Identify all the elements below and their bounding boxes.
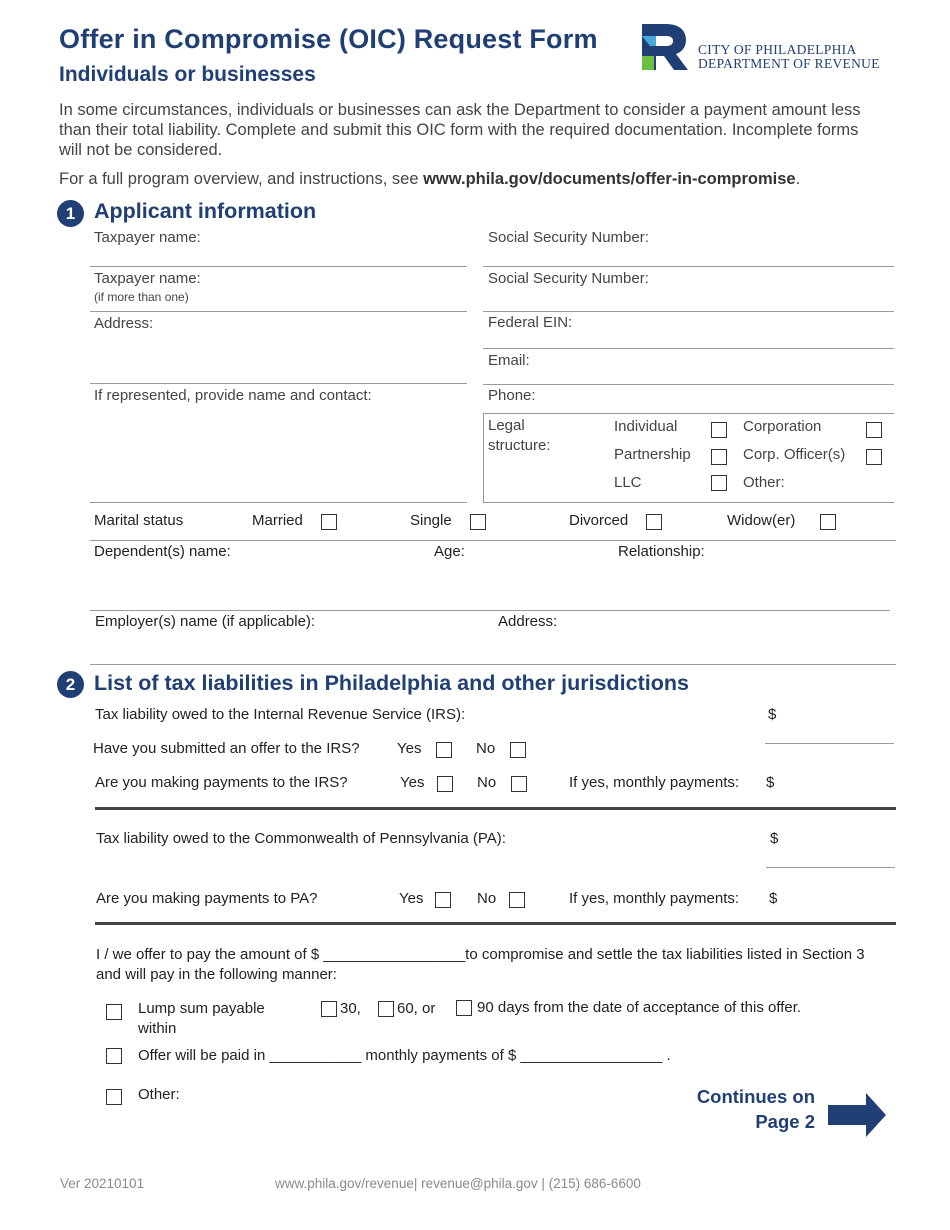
divider: [766, 867, 895, 868]
irs-payments-yes-label: Yes: [400, 774, 425, 791]
section-2-number: 2: [57, 671, 84, 698]
irs-offer-yes-label: Yes: [397, 740, 422, 757]
marital-divorced-label: Divorced: [569, 512, 629, 529]
phone-label: Phone:: [488, 387, 536, 404]
taxpayer-name-2-note: (if more than one): [94, 290, 189, 304]
pa-liability-label: Tax liability owed to the Commonwealth of Pennsylvania (PA):: [96, 830, 506, 847]
address-field[interactable]: [165, 315, 465, 380]
lump-sum-label-1: Lump sum payable: [138, 1000, 265, 1017]
legal-other-field[interactable]: [795, 474, 891, 496]
intro-paragraph: In some circumstances, individuals or businesses can ask the Department to consider a payment amount less than their total liability. Complete and submit this OIC form with the required documentation. Incomplete forms will not be considered.: [59, 101, 861, 159]
logo-line-2: DEPARTMENT OF REVENUE: [698, 56, 880, 71]
federal-ein-label: Federal EIN:: [488, 314, 573, 331]
overview-link[interactable]: www.phila.gov/documents/offer-in-compromise: [423, 170, 796, 188]
version-label: Ver 20210101: [60, 1176, 145, 1191]
lump-sum-30-days-checkbox[interactable]: [321, 1001, 337, 1017]
overview-prefix: For a full program overview, and instructions, see: [59, 170, 424, 188]
employer-name-label: Employer(s) name (if applicable):: [95, 613, 316, 630]
irs-liability-field[interactable]: [780, 704, 892, 740]
divider: [483, 413, 484, 502]
pa-payments-yes-checkbox[interactable]: [435, 892, 451, 908]
representative-field[interactable]: [94, 408, 464, 500]
page-title: Offer in Compromise (OIC) Request Form: [59, 24, 598, 54]
dependents-name-label: Dependent(s) name:: [94, 543, 231, 560]
marital-single-label: Single: [410, 512, 452, 529]
address-label: Address:: [94, 315, 154, 332]
federal-ein-field[interactable]: [580, 314, 891, 346]
lump-sum-checkbox[interactable]: [106, 1004, 122, 1020]
overview-line: [59, 170, 919, 189]
section-1-number: 1: [57, 200, 84, 227]
ssn-2-label: Social Security Number:: [488, 270, 649, 287]
irs-offer-no-checkbox[interactable]: [510, 742, 526, 758]
department-logo-text: [698, 43, 880, 71]
marital-married-checkbox[interactable]: [321, 514, 337, 530]
pa-liability-field[interactable]: [782, 826, 894, 864]
legal-corp-officers-checkbox[interactable]: [866, 449, 882, 465]
marital-widower-label: Widow(er): [727, 512, 796, 529]
legal-individual-checkbox[interactable]: [711, 422, 727, 438]
department-logo-icon: [640, 22, 690, 72]
other-offer-field[interactable]: [190, 1084, 650, 1114]
legal-llc-label: LLC: [614, 474, 642, 491]
taxpayer-name-label: Taxpayer name:: [94, 229, 201, 246]
irs-offer-question: Have you submitted an offer to the IRS?: [93, 740, 360, 757]
irs-monthly-payments-field[interactable]: [778, 770, 892, 800]
employer-address-label: Address:: [498, 613, 558, 630]
irs-payments-yes-checkbox[interactable]: [437, 776, 453, 792]
marital-widower-checkbox[interactable]: [820, 514, 836, 530]
divider: [90, 664, 896, 665]
dependents-age-field[interactable]: [434, 565, 604, 607]
section-divider: [95, 807, 896, 810]
email-field[interactable]: [540, 351, 891, 382]
marital-status-label: Marital status: [94, 512, 184, 529]
marital-single-checkbox[interactable]: [470, 514, 486, 530]
lump-sum-label-2: within: [138, 1020, 177, 1037]
irs-liability-dollar: $: [768, 706, 777, 723]
divider: [90, 610, 890, 611]
divider: [90, 540, 896, 541]
divider: [483, 311, 894, 312]
employer-address-field[interactable]: [498, 634, 891, 662]
continues-line-1: Continues on: [696, 1086, 815, 1107]
lump-sum-90-days-label: 90 days from the date of acceptance of this offer.: [477, 999, 802, 1016]
irs-monthly-payments-label: If yes, monthly payments:: [569, 774, 740, 791]
divider: [90, 383, 467, 384]
irs-liability-label: Tax liability owed to the Internal Revenue Service (IRS):: [95, 706, 466, 723]
divider: [483, 266, 894, 267]
lump-sum-30-days-label: 30,: [340, 1000, 361, 1017]
taxpayer-name-2-label: Taxpayer name:: [94, 270, 201, 287]
legal-partnership-label: Partnership: [614, 446, 691, 463]
section-1-heading: Applicant information: [94, 199, 317, 223]
irs-payments-no-checkbox[interactable]: [511, 776, 527, 792]
divider: [483, 384, 894, 385]
taxpayer-name-field[interactable]: [90, 236, 465, 266]
pa-payments-question: Are you making payments to PA?: [96, 890, 318, 907]
dependents-name-field[interactable]: [94, 565, 424, 607]
irs-offer-yes-checkbox[interactable]: [436, 742, 452, 758]
pa-monthly-dollar: $: [769, 890, 778, 907]
irs-monthly-dollar: $: [766, 774, 775, 791]
phone-field[interactable]: [545, 387, 891, 412]
monthly-offer-checkbox[interactable]: [106, 1048, 122, 1064]
legal-structure-label-2: structure:: [488, 437, 551, 454]
offer-statement: I / we offer to pay the amount of $ _________________to compromise and settle the tax liabilities listed in Section 3 and will pay in the following manner:: [96, 946, 865, 983]
legal-structure-label-1: Legal: [488, 417, 525, 434]
legal-llc-checkbox[interactable]: [711, 475, 727, 491]
ssn-field[interactable]: [665, 229, 891, 264]
legal-individual-label: Individual: [614, 418, 678, 435]
lump-sum-60-days-checkbox[interactable]: [378, 1001, 394, 1017]
taxpayer-name-2-field[interactable]: [220, 270, 465, 308]
dependents-relationship-label: Relationship:: [618, 543, 705, 560]
divider: [90, 266, 467, 267]
divider: [90, 311, 467, 312]
pa-payments-no-label: No: [477, 890, 497, 907]
marital-married-label: Married: [252, 512, 303, 529]
legal-corporation-checkbox[interactable]: [866, 422, 882, 438]
divider: [90, 502, 467, 503]
section-2-heading: List of tax liabilities in Philadelphia and other jurisdictions: [94, 671, 689, 695]
representative-label: If represented, provide name and contact:: [94, 387, 372, 404]
pa-liability-dollar: $: [770, 830, 779, 847]
ssn-2-field[interactable]: [665, 270, 891, 308]
irs-payments-question: Are you making payments to the IRS?: [95, 774, 348, 791]
irs-offer-no-label: No: [476, 740, 496, 757]
lump-sum-60-days-label: 60, or: [397, 1000, 436, 1017]
pa-payments-yes-label: Yes: [399, 890, 424, 907]
divider: [483, 413, 894, 414]
email-label: Email:: [488, 352, 530, 369]
other-offer-label: Other:: [138, 1086, 180, 1103]
legal-partnership-checkbox[interactable]: [711, 449, 727, 465]
dependents-age-label: Age:: [434, 543, 465, 560]
legal-corp-officers-label: Corp. Officer(s): [743, 446, 846, 463]
continues-note: [697, 1084, 815, 1134]
employer-name-field[interactable]: [95, 634, 485, 662]
divider: [483, 502, 894, 503]
legal-corporation-label: Corporation: [743, 418, 822, 435]
monthly-offer-label: Offer will be paid in ___________ monthly payments of $ _________________ .: [138, 1047, 671, 1064]
pa-payments-no-checkbox[interactable]: [509, 892, 525, 908]
marital-divorced-checkbox[interactable]: [646, 514, 662, 530]
footer-contact: www.phila.gov/revenue| revenue@phila.gov | (215) 686-6600: [275, 1176, 641, 1191]
overview-suffix: .: [795, 170, 801, 188]
logo-line-1: CITY OF PHILADELPHIA: [698, 42, 857, 57]
ssn-label: Social Security Number:: [488, 229, 649, 246]
divider: [765, 743, 894, 744]
dependents-relationship-field[interactable]: [618, 565, 888, 607]
divider: [483, 348, 894, 349]
page-subtitle: Individuals or businesses: [59, 63, 316, 86]
other-offer-checkbox[interactable]: [106, 1089, 122, 1105]
irs-payments-no-label: No: [477, 774, 497, 791]
arrow-right-icon: [828, 1093, 886, 1137]
legal-other-label: Other:: [743, 474, 785, 491]
section-divider: [95, 922, 896, 925]
lump-sum-90-days-checkbox[interactable]: [456, 1000, 472, 1016]
pa-monthly-payments-field[interactable]: [781, 886, 893, 916]
continues-line-2: Page 2: [755, 1111, 815, 1132]
pa-monthly-payments-label: If yes, monthly payments:: [569, 890, 740, 907]
